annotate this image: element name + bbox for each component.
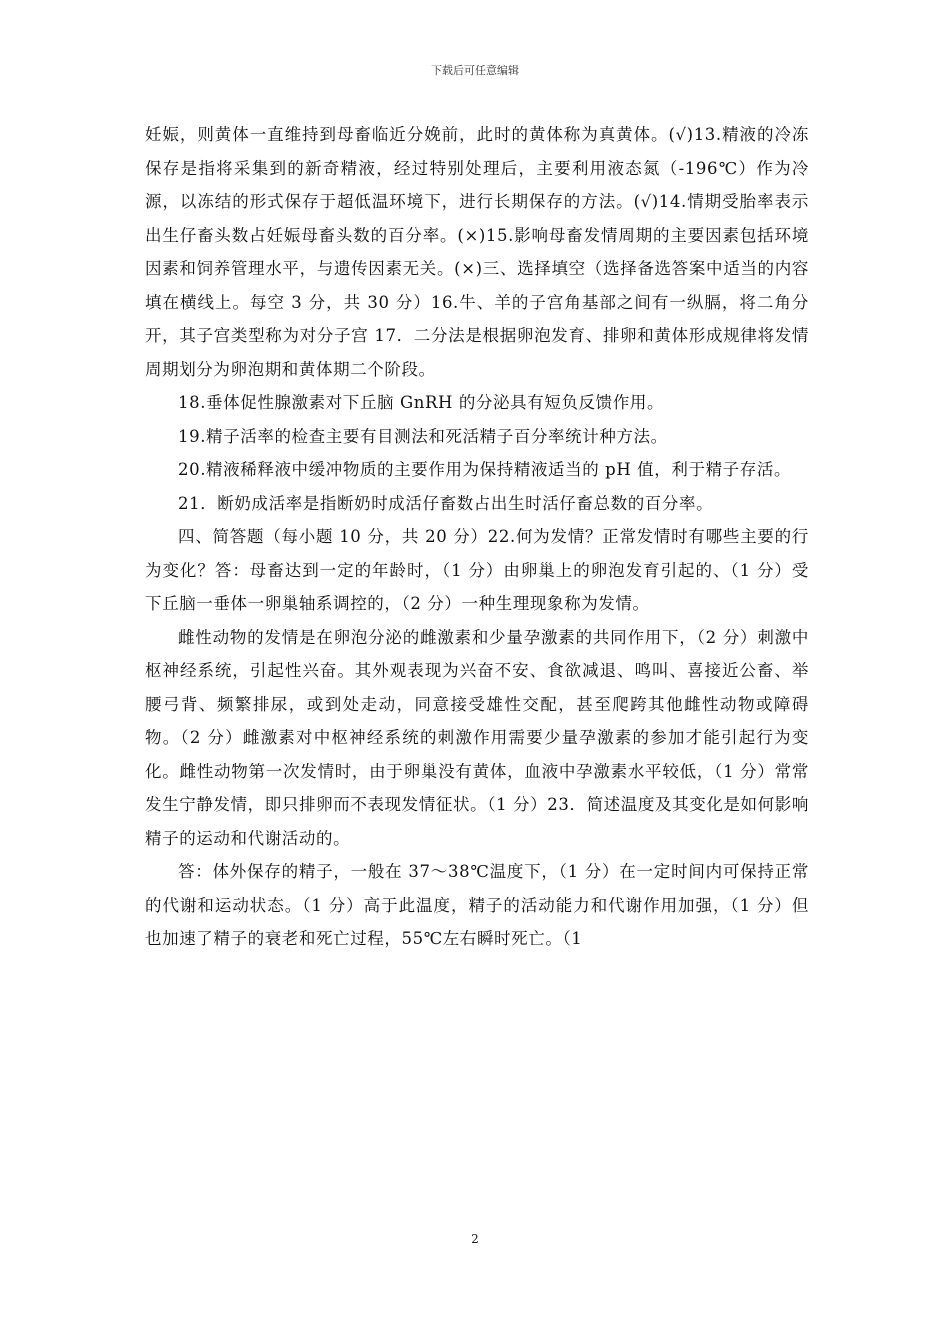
paragraph-true-false-answers: 妊娠，则黄体一直维持到母畜临近分娩前，此时的黄体称为真黄体。(√)13.精液的冷冻保存是指将采集到的新奇精液，经过特别处理后，主要利用液态氮（-196℃）作为冷源，以冻结的形式保存于超低温环境下，进行长期保存的方法。(√)14.情期受胎率表示出生仔畜头数占妊娠母畜头数的百分率。(×)15.影响母畜发情周期的主要因素包括环境因素和饲养管理水平，与遗传因素无关。(×)三、选择填空（选择备选答案中适当的内容填在横线上。每空 3 分，共 30 分）16.牛、羊的子宫角基部之间有一纵膈，将二角分开，其子宫类型称为对分子宫 17．二分法是根据卵泡发育、排卵和黄体形成规律将发情周期划分为卵泡期和黄体期二个阶段。 <box>145 125 809 379</box>
paragraph-q18: 18.垂体促性腺激素对下丘脑 GnRH 的分泌具有短负反馈作用。 <box>178 393 665 412</box>
paragraph-q23-answer: 答：体外保存的精子，一般在 37～38℃温度下，（1 分）在一定时间内可保持正常的代谢和运动状态。（1 分）高于此温度，精子的活动能力和代谢作用加强，（1 分）但也加速了精子的衰老和死亡过程，55℃左右瞬时死亡。（1 <box>145 862 809 948</box>
document-body <box>145 118 809 956</box>
paragraph-q21: 21．断奶成活率是指断奶时成活仔畜数占出生时活仔畜总数的百分率。 <box>178 493 714 513</box>
paragraph-q19: 19.精子活率的检查主要有目测法和死活精子百分率统计种方法。 <box>178 426 668 446</box>
paragraph-q20: 20.精液稀释液中缓冲物质的主要作用为保持精液适当的 pH 值，利于精子存活。 <box>178 460 792 479</box>
page-number: 2 <box>471 1232 479 1246</box>
paragraph-estrus-behavior: 雌性动物的发情是在卵泡分泌的雌激素和少量孕激素的共同作用下，（2 分）刺激中枢神经系统，引起性兴奋。其外观表现为兴奋不安、食欲减退、鸣叫、喜接近公畜、举腰弓背、频繁排尿，或到处走动，同意接受雄性交配，甚至爬跨其他雌性动物或障碍物。（2 分）雌激素对中枢神经系统的刺激作用需要少量孕激素的参加才能引起行为变化。雌性动物第一次发情时，由于卵巢没有黄体，血液中孕激素水平较低，（1 分）常常发生宁静发情，即只排卵而不表现发情征状。（1 分）23．简述温度及其变化是如何影响精子的运动和代谢活动的。 <box>145 627 809 848</box>
page-header: 下载后可任意编辑 <box>431 64 519 77</box>
paragraph-q22: 四、简答题（每小题 10 分，共 20 分）22.何为发情？正常发情时有哪些主要的行为变化？答：母畜达到一定的年龄时，（1 分）由卵巢上的卵泡发育引起的、（1 分）受下丘脑一垂体一卵巢轴系调控的，（2 分）一种生理现象称为发情。 <box>145 527 809 613</box>
